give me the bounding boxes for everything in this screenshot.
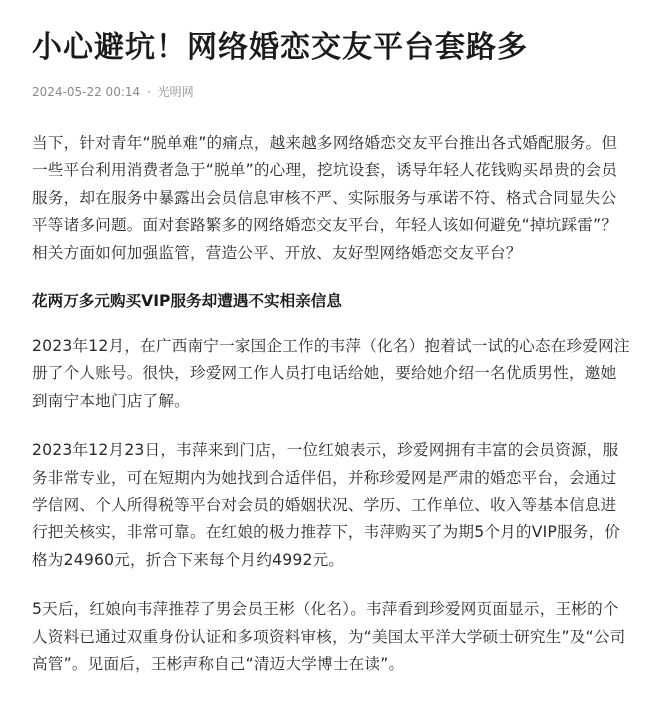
paragraph-intro: 当下，针对青年“脱单难”的痛点，越来越多网络婚恋交友平台推出各式婚配服务。但一些平台利用消费者急于“脱单”的心理，挖坑设套，诱导年轻人花钱购买昂贵的会员服务，却在服务中暴露出会员信息审核不严、实际服务与承诺不符、格式合同显失公平等诸多问题。面对套路繁多的网络婚恋交友平台，年轻人该如何避免“掉坑踩雷”？相关方面如何加强监管，营造公平、开放、友好型网络婚恋交友平台？ bbox=[32, 134, 618, 262]
article-body bbox=[32, 130, 632, 701]
paragraph: 2023年12月，在广西南宁一家国企工作的韦萍（化名）抱着试一试的心态在珍爱网注册了个人账号。很快，珍爱网工作人员打电话给她，要给她介绍一名优质男性，邀她到南宁本地门店了解。 bbox=[32, 337, 630, 410]
paragraph: 5天后，红娘向韦萍推荐了男会员王彬（化名）。韦萍看到珍爱网页面显示，王彬的个人资料已通过双重身份认证和多项资料审核，为“美国太平洋大学硕士研究生”及“公司高管”。见面后，王彬声称自己“清迈大学博士在读”。 bbox=[32, 600, 626, 674]
publish-date: 2024-05-22 00:14 bbox=[32, 85, 141, 99]
article-title: 小心避坑！网络婚恋交友平台套路多 bbox=[32, 30, 528, 65]
article-meta bbox=[32, 83, 194, 100]
paragraph: 2023年12月23日，韦萍来到门店，一位红娘表示，珍爱网拥有丰富的会员资源，服务非常专业，可在短期内为她找到合适伴侣，并称珍爱网是严肃的婚恋平台，会通过学信网、个人所得税等平台对会员的婚姻状况、学历、工作单位、收入等基本信息进行把关核实，非常可靠。在红娘的极力推荐下，韦萍购买了为期5个月的VIP服务，价格为24960元，折合下来每个月约4992元。 bbox=[32, 441, 621, 569]
source-name[interactable]: 光明网 bbox=[157, 85, 194, 99]
section-heading: 花两万多元购买VIP服务却遭遇不实相亲信息 bbox=[32, 292, 342, 311]
meta-separator: · bbox=[146, 85, 151, 99]
